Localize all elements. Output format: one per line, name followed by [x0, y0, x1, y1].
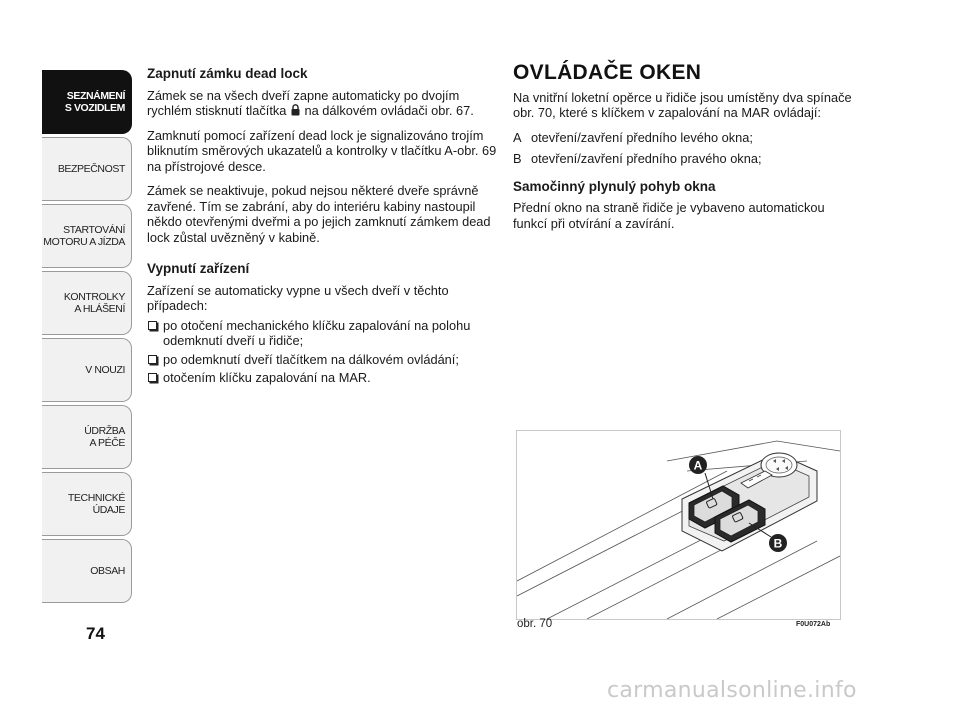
tab-kontrolky[interactable]: KONTROLKY A HLÁŠENÍ — [42, 271, 132, 335]
paragraph-3: Zámek se neaktivuje, pokud nejsou některé dveře správně zavřené. Tím se zabrání, aby do interiéru kabiny nastoupil někdo otevřenými dveřmi a po jejich zamknutí zámkem dead lock zůstal uvězněný v kabině. — [147, 183, 491, 245]
tab-v-nouzi[interactable]: V NOUZI — [42, 338, 132, 402]
figure-caption: obr. 70 — [517, 618, 553, 630]
list-item-text: po otočení mechanického klíčku zapalování na polohu odemknutí dveří u řidiče; — [163, 317, 471, 348]
item-text: otevření/zavření předního levého okna; — [531, 129, 753, 145]
list-item — [147, 352, 497, 368]
paragraph-1 — [147, 88, 497, 119]
tab-technicke[interactable]: TECHNICKÉ ÚDAJE — [42, 472, 132, 536]
figure-window-switches — [516, 430, 841, 620]
list-item — [513, 130, 858, 146]
item-text: otevření/zavření předního pravého okna; — [531, 151, 762, 166]
tab-startovani[interactable]: STARTOVÁNÍ MOTORU A JÍZDA — [42, 204, 132, 268]
switch-list — [513, 130, 858, 167]
chapter-sidebar — [42, 70, 132, 606]
item-key: A — [513, 129, 522, 145]
paragraph-4: Zařízení se automaticky vypne u všech dveří v těchto případech: — [147, 282, 449, 313]
right-column — [513, 61, 858, 240]
tab-bezpecnost[interactable]: BEZPEČNOST — [42, 137, 132, 201]
window-switch-illustration — [517, 431, 840, 619]
tab-seznameni[interactable]: SEZNÁMENÍ S VOZIDLEM — [42, 70, 132, 134]
paragraph-auto-window: Přední okno na straně řidiče je vybaveno automatickou funkcí při otvírání a zavírání. — [513, 200, 825, 231]
checkbox-bullet-icon — [148, 373, 157, 382]
paragraph-1-start: Zámek se na všech dveří zapne automaticky po dvojím rychlém stisknutí tlačítka — [147, 87, 460, 118]
tab-obsah[interactable]: OBSAH — [42, 539, 132, 603]
tab-udrzba[interactable]: ÚDRŽBA A PÉČE — [42, 405, 132, 469]
figure-code: F0U072Ab — [796, 621, 831, 628]
heading-deadlock-on: Zapnutí zámku dead lock — [147, 66, 308, 81]
callout-a-label: A — [693, 458, 703, 473]
heading-deadlock-off: Vypnutí zařízení — [147, 261, 250, 276]
item-key: B — [513, 151, 522, 166]
watermark: carmanualsonline.info — [607, 678, 857, 703]
page-number: 74 — [86, 624, 105, 643]
section-title: OVLÁDAČE OKEN — [513, 61, 702, 84]
checkbox-bullet-icon — [148, 355, 157, 364]
list-item — [147, 370, 497, 386]
list-item-text: po odemknutí dveří tlačítkem na dálkovém ovládání; — [163, 351, 459, 367]
callout-b-label: B — [773, 536, 783, 551]
bullet-list — [147, 318, 497, 386]
list-item — [147, 318, 497, 349]
left-column — [147, 66, 497, 389]
heading-auto-window: Samočinný plynulý pohyb okna — [513, 178, 716, 194]
list-item — [513, 151, 858, 167]
paragraph-windows-intro: Na vnitřní loketní opěrce u řidiče jsou umístěny dva spínače obr. 70, které s klíčkem v zapalování na MAR ovládají: — [513, 89, 852, 120]
list-item-text: otočením klíčku zapalování na MAR. — [163, 370, 371, 385]
checkbox-bullet-icon — [148, 321, 157, 330]
lock-icon — [291, 104, 300, 116]
paragraph-1-end: na dálkovém ovládači obr. 67. — [304, 103, 474, 118]
paragraph-2: Zamknutí pomocí zařízení dead lock je signalizováno trojím bliknutím směrových ukazatelů a kontrolky v tlačítku A-obr. 69 na přístrojové desce. — [147, 127, 497, 174]
